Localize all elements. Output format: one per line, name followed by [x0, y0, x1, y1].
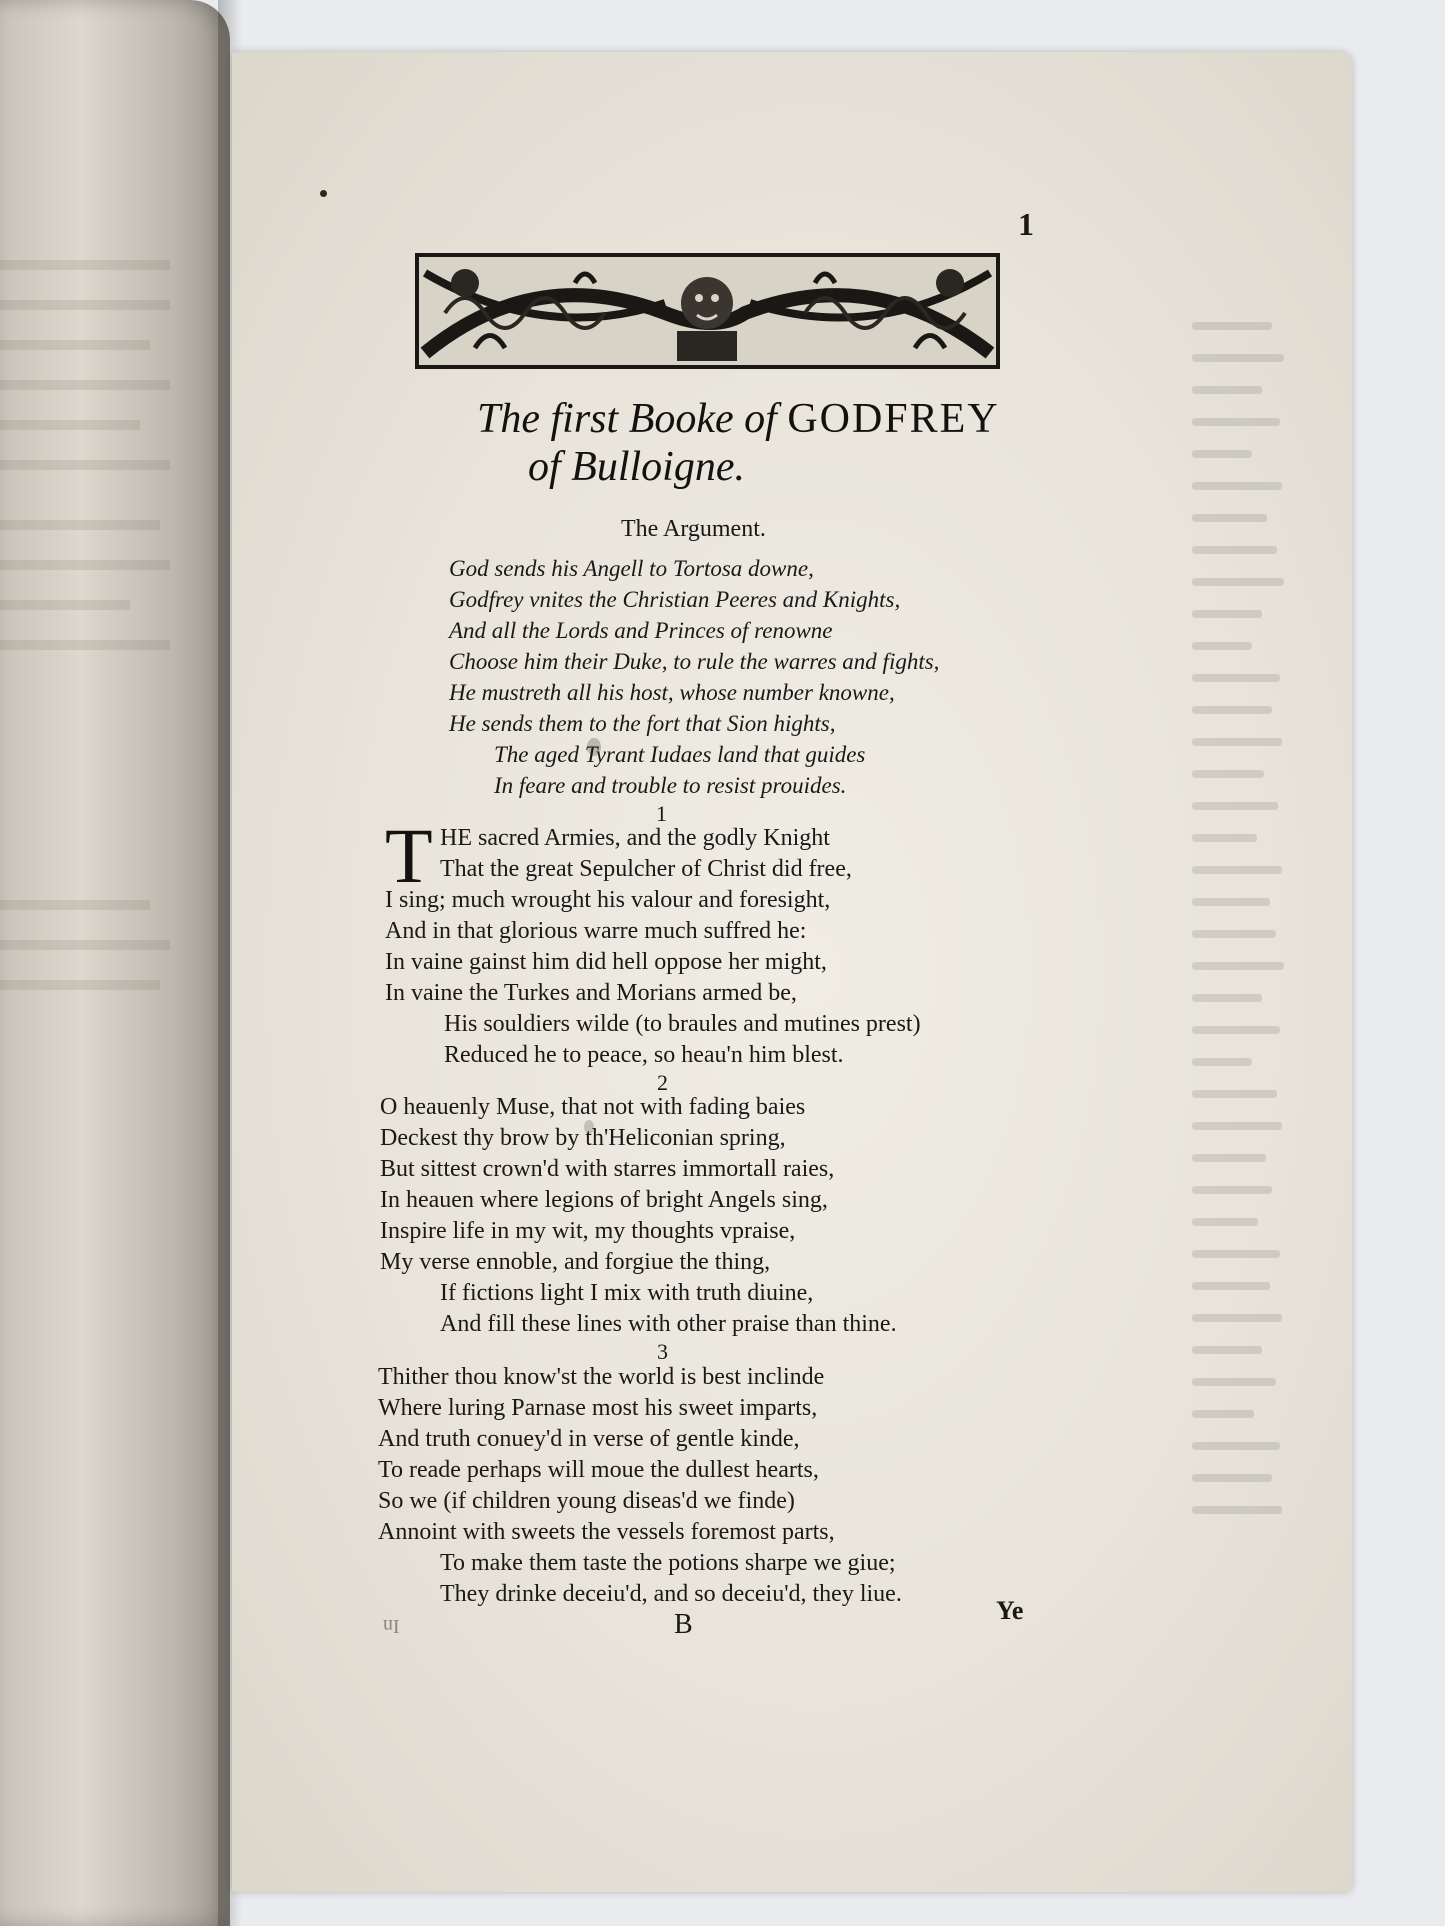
show-through-text	[1192, 322, 1287, 1572]
drop-cap: T	[385, 812, 433, 899]
verse-line: If fictions light I mix with truth diuine,	[440, 1280, 814, 1306]
stanza-number: 2	[657, 1070, 668, 1095]
verse-line: Thither thou know'st the world is best inclinde	[378, 1364, 825, 1390]
catchword: Ye	[996, 1596, 1024, 1625]
argument-line: And all the Lords and Princes of renowne	[449, 618, 833, 643]
verse-line: His souldiers wilde (to braules and mutines prest)	[444, 1011, 921, 1037]
verse-line: Reduced he to peace, so heau'n him blest.	[444, 1042, 844, 1068]
stanza-number: 3	[657, 1339, 668, 1364]
signature-mark: B	[674, 1609, 693, 1640]
verse-line: That the great Sepulcher of Christ did free,	[440, 856, 852, 882]
verse-line: In heauen where legions of bright Angels sing,	[380, 1187, 828, 1213]
verse-line: In vaine the Turkes and Morians armed be,	[385, 980, 797, 1006]
woodcut-headpiece	[415, 253, 1000, 369]
argument-line: Choose him their Duke, to rule the warres and fights,	[449, 649, 940, 674]
verse-line: HE sacred Armies, and the godly Knight	[440, 825, 830, 851]
argument-line: Godfrey vnites the Christian Peeres and Knights,	[449, 587, 901, 612]
argument-line: He sends them to the fort that Sion hights,	[449, 711, 836, 736]
verse-line: But sittest crown'd with starres immortall raies,	[380, 1156, 835, 1182]
verse-line: Annoint with sweets the vessels foremost parts,	[378, 1519, 835, 1545]
verse-line: They drinke deceiu'd, and so deceiu'd, they liue.	[440, 1581, 902, 1607]
book-title-italic: The first Booke of	[477, 396, 788, 442]
ink-spot	[320, 190, 327, 197]
verse-line: And truth conuey'd in verse of gentle kinde,	[378, 1426, 800, 1452]
verse-line: In vaine gainst him did hell oppose her might,	[385, 949, 827, 975]
left-facing-page	[0, 0, 230, 1926]
verse-line: So we (if children young diseas'd we finde)	[378, 1488, 795, 1514]
book-title-name: GODFREY	[787, 396, 1000, 442]
book-title-line-2: of Bulloigne.	[528, 444, 745, 490]
verse-line: And fill these lines with other praise than thine.	[440, 1311, 897, 1337]
verse-line: Where luring Parnase most his sweet imparts,	[378, 1395, 818, 1421]
verse-line: Inspire life in my wit, my thoughts vpraise,	[380, 1218, 796, 1244]
argument-line: The aged Tyrant Iudaes land that guides	[494, 742, 866, 767]
verse-line: To make them taste the potions sharpe we giue;	[440, 1550, 896, 1576]
argument-line: God sends his Angell to Tortosa downe,	[449, 556, 814, 581]
verse-line: To reade perhaps will moue the dullest hearts,	[378, 1457, 819, 1483]
verse-line: And in that glorious warre much suffred he:	[385, 918, 807, 944]
verse-line: O heauenly Muse, that not with fading baies	[380, 1094, 806, 1120]
argument-heading: The Argument.	[621, 516, 766, 542]
stanza-number: 1	[656, 801, 667, 826]
book-title-line-1	[477, 395, 1000, 443]
argument-line: He mustreth all his host, whose number knowne,	[449, 680, 895, 705]
argument-line: In feare and trouble to resist prouides.	[494, 773, 847, 798]
verse-line: My verse ennoble, and forgiue the thing,	[380, 1249, 771, 1275]
verse-line: Deckest thy brow by th'Heliconian spring,	[380, 1125, 786, 1151]
reversed-mark: In	[383, 1615, 400, 1637]
page-number: 1	[1018, 206, 1034, 242]
verse-line: I sing; much wrought his valour and foresight,	[385, 887, 831, 913]
